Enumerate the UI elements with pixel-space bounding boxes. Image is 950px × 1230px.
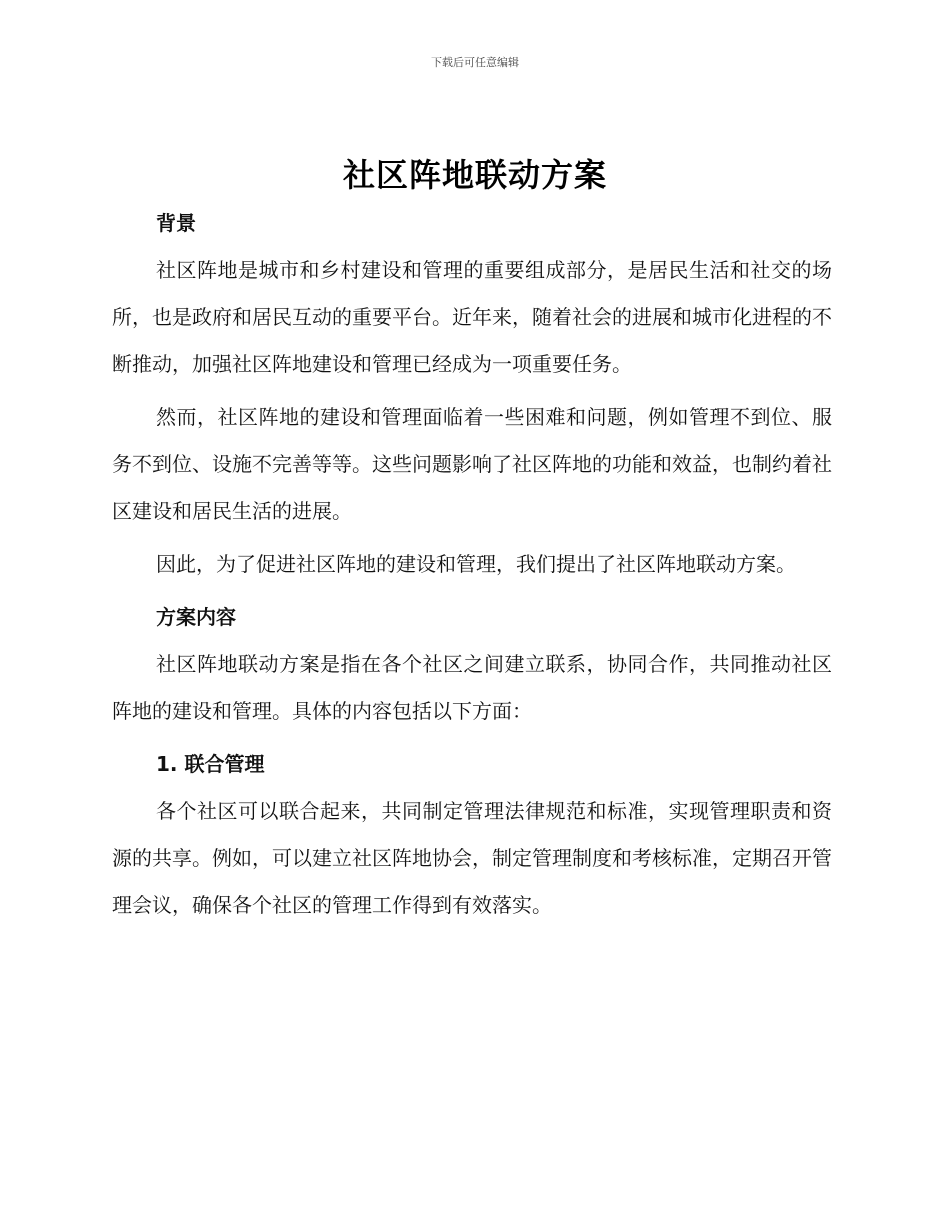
paragraph: 然而，社区阵地的建设和管理面临着一些困难和问题，例如管理不到位、服务不到位、设施不完善等等。这些问题影响了社区阵地的功能和效益，也制约着社区建设和居民生活的进展。: [112, 405, 832, 523]
document-body: [112, 200, 832, 935]
document-title: 社区阵地联动方案: [342, 156, 607, 194]
section-heading-joint-management: 1. 联合管理: [156, 752, 265, 776]
paragraph: 社区阵地联动方案是指在各个社区之间建立联系，协同合作，共同推动社区阵地的建设和管理。具体的内容包括以下方面：: [112, 652, 832, 723]
paragraph: 社区阵地是城市和乡村建设和管理的重要组成部分，是居民生活和社交的场所，也是政府和居民互动的重要平台。近年来，随着社会的进展和城市化进程的不断推动，加强社区阵地建设和管理已经成为一项重要任务。: [112, 258, 832, 376]
section-heading-plan: 方案内容: [156, 605, 236, 629]
section-heading-background: 背景: [156, 211, 196, 235]
paragraph: 各个社区可以联合起来，共同制定管理法律规范和标准，实现管理职责和资源的共享。例如，可以建立社区阵地协会，制定管理制度和考核标准，定期召开管理会议，确保各个社区的管理工作得到有效落实。: [112, 799, 832, 917]
paragraph: 因此，为了促进社区阵地的建设和管理，我们提出了社区阵地联动方案。: [156, 552, 796, 576]
header-note: 下载后可任意编辑: [431, 56, 519, 69]
